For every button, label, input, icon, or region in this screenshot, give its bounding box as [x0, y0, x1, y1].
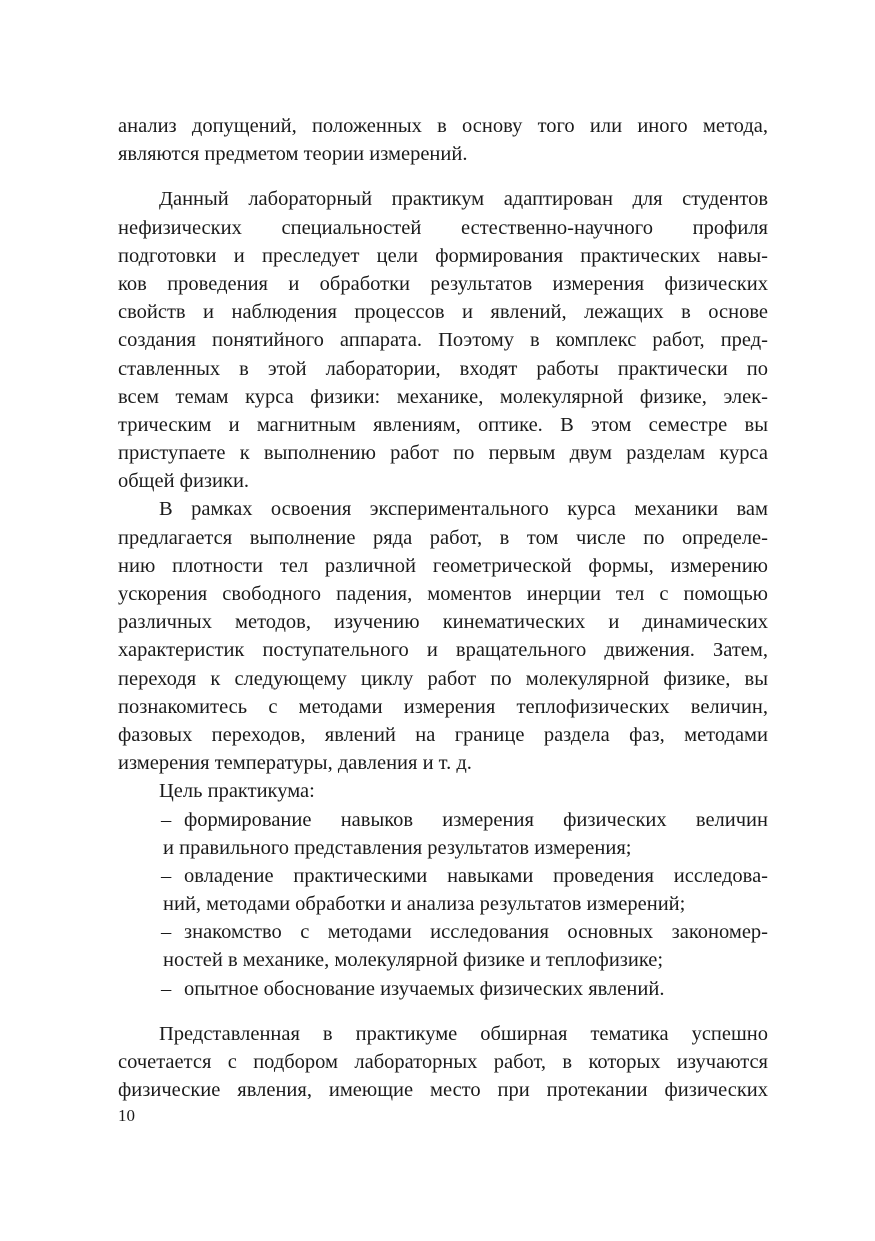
paragraph-1	[118, 112, 768, 168]
text-line: Представленная в практикуме обширная тематика успешно	[159, 1022, 768, 1045]
paragraph-4	[118, 1020, 768, 1105]
text-line: знакомство с методами исследования основных закономер-	[184, 921, 768, 944]
text-line: фазовых переходов, явлений на границе раздела фаз, методами	[118, 723, 768, 746]
text-line: измерения температуры, давления и т. д.	[118, 752, 472, 775]
text-line: Данный лабораторный практикум адаптирован для студентов	[159, 188, 768, 211]
goal-list	[118, 806, 768, 1003]
text-line: ний, методами обработки и анализа результатов измерений;	[163, 893, 686, 916]
dash-bullet: –	[161, 808, 172, 831]
text-line: общей физики.	[118, 470, 250, 493]
text-line: всем темам курса физики: механике, молекулярной физике, элек-	[118, 385, 768, 408]
text-line: ускорения свободного падения, моментов инерции тел с помощью	[118, 583, 768, 605]
text-line: предлагается выполнение ряда работ, в том числе по определе-	[118, 526, 768, 549]
text-line: характеристик поступательного и вращательного движения. Затем,	[118, 639, 768, 662]
text-line: нию плотности тел различной геометрической формы, измерению	[118, 554, 768, 577]
text-line: опытное обоснование изучаемых физических явлений.	[184, 977, 665, 1000]
text-line: формирование навыков измерения физических величин	[184, 808, 768, 831]
list-item	[118, 806, 768, 862]
text-line: физические явления, имеющие место при протекании физических	[118, 1079, 768, 1102]
text-line: нефизических специальностей естественно-научного профиля	[118, 216, 768, 239]
goal-heading: Цель практикума:	[159, 780, 315, 803]
text-line: В рамках освоения экспериментального курса механики вам	[159, 498, 768, 521]
text-line: и правильного представления результатов измерения;	[163, 836, 632, 859]
text-line: ставленных в этой лаборатории, входят работы практически по	[118, 357, 768, 380]
text-line: приступаете к выполнению работ по первым двум разделам курса	[118, 442, 768, 465]
text-line: различных методов, изучению кинематических и динамических	[118, 611, 768, 634]
list-item	[118, 918, 768, 974]
text-line: сочетается с подбором лабораторных работ, в которых изучаются	[118, 1051, 768, 1073]
text-line: ностей в механике, молекулярной физике и теплофизике;	[163, 949, 664, 972]
text-line: переходя к следующему циклу работ по молекулярной физике, вы	[118, 667, 768, 690]
text-line: ков проведения и обработки результатов измерения физических	[118, 272, 768, 295]
dash-bullet: –	[161, 921, 172, 944]
page-body	[118, 112, 768, 1104]
text-line: анализ допущений, положенных в основу того или иного метода,	[118, 115, 768, 137]
page-number: 10	[118, 1106, 135, 1125]
dash-bullet: –	[161, 977, 172, 1000]
text-line: создания понятийного аппарата. Поэтому в комплекс работ, пред-	[118, 329, 768, 352]
list-item	[118, 975, 768, 1003]
text-line: познакомитесь с методами измерения теплофизических величин,	[118, 695, 768, 718]
text-line: овладение практическими навыками проведения исследова-	[184, 864, 768, 887]
paragraph-2	[118, 185, 768, 495]
text-line: свойств и наблюдения процессов и явлений, лежащих в основе	[118, 301, 768, 324]
text-line: трическим и магнитным явлениям, оптике. В этом семестре вы	[118, 413, 768, 436]
paragraph-3	[118, 495, 768, 777]
dash-bullet: –	[161, 864, 172, 887]
text-line: подготовки и преследует цели формирования практических навы-	[118, 244, 768, 267]
list-item	[118, 862, 768, 918]
text-line: являются предметом теории измерений.	[118, 143, 468, 166]
